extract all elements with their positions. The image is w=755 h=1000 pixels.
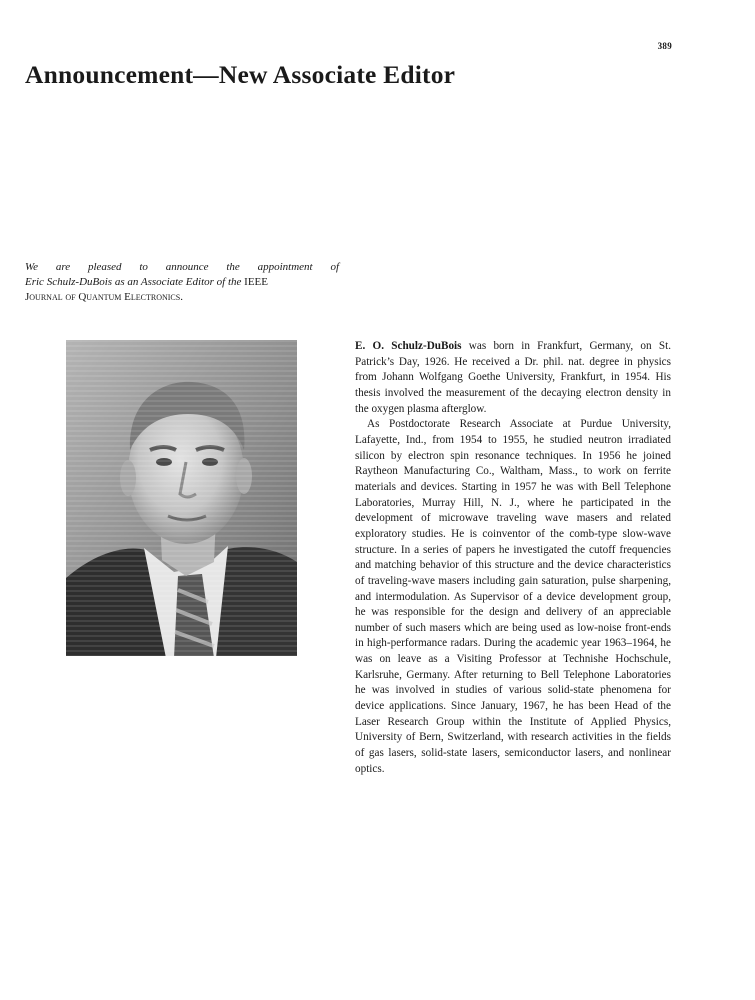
announcement-intro bbox=[25, 260, 339, 305]
biography-paragraph-1 bbox=[355, 339, 671, 417]
intro-line-2-text: Eric Schulz-DuBois as an Associate Editor of the bbox=[25, 276, 245, 288]
page-number: 389 bbox=[657, 41, 672, 51]
journal-name: Journal of Quantum Electronics. bbox=[25, 291, 183, 303]
intro-ieee: IEEE bbox=[244, 276, 268, 288]
portrait-photo bbox=[66, 340, 297, 656]
biography-paragraph-1-text: was born in Frankfurt, Germany, on St. Patrick’s Day, 1926. He received a Dr. phil. nat. degree in physics from Johann Wolfgang Goethe University, Frankfurt, in 1954. His thesis involved the measurement of the decaying electron density in the oxygen plasma afterglow. bbox=[355, 340, 671, 415]
intro-line-2 bbox=[25, 275, 339, 290]
biography bbox=[355, 339, 671, 777]
intro-line-1: We are pleased to announce the appointment of bbox=[25, 261, 339, 273]
portrait-image bbox=[66, 340, 297, 656]
page-title: Announcement—New Associate Editor bbox=[25, 60, 456, 89]
biography-paragraph-2: As Postdoctorate Research Associate at Purdue University, Lafayette, Ind., from 1954 to 1955, he studied neutron irradiated silicon by electron spin resonance techniques. In 1956 he joined Raytheon Manufacturing Co., Waltham, Mass., to work on ferrite materials and devices. Starting in 1957 he was with Bell Telephone Laboratories, Murray Hill, N. J., where he participated in the development of microwave traveling wave masers and related exploratory studies. He is coinventor of the comb-type slow-wave structure. In a series of papers he investigated the cutoff frequencies and matching behavior of this structure and the device characteristics of traveling-wave masers including gain saturation, pulse sharpening, and intermodulation. As Supervisor of a device development group, he was responsible for the design and delivery of an appreciable number of such masers which are being used as low-noise front-ends in high-performance radars. During the academic year 1963–1964, he was on leave as a Visiting Professor at Technishe Hochschule, Karlsruhe, Germany. After returning to Bell Telephone Laboratories he was involved in studies of various solid-state phenomena for device applications. Since January, 1967, he has been Head of the Laser Research Group within the Institute of Applied Physics, University of Bern, Switzerland, with research activities in the fields of gas lasers, solid-state lasers, semiconductor lasers, and nonlinear optics. bbox=[355, 418, 671, 775]
biography-name: E. O. Schulz-DuBois bbox=[355, 340, 462, 352]
